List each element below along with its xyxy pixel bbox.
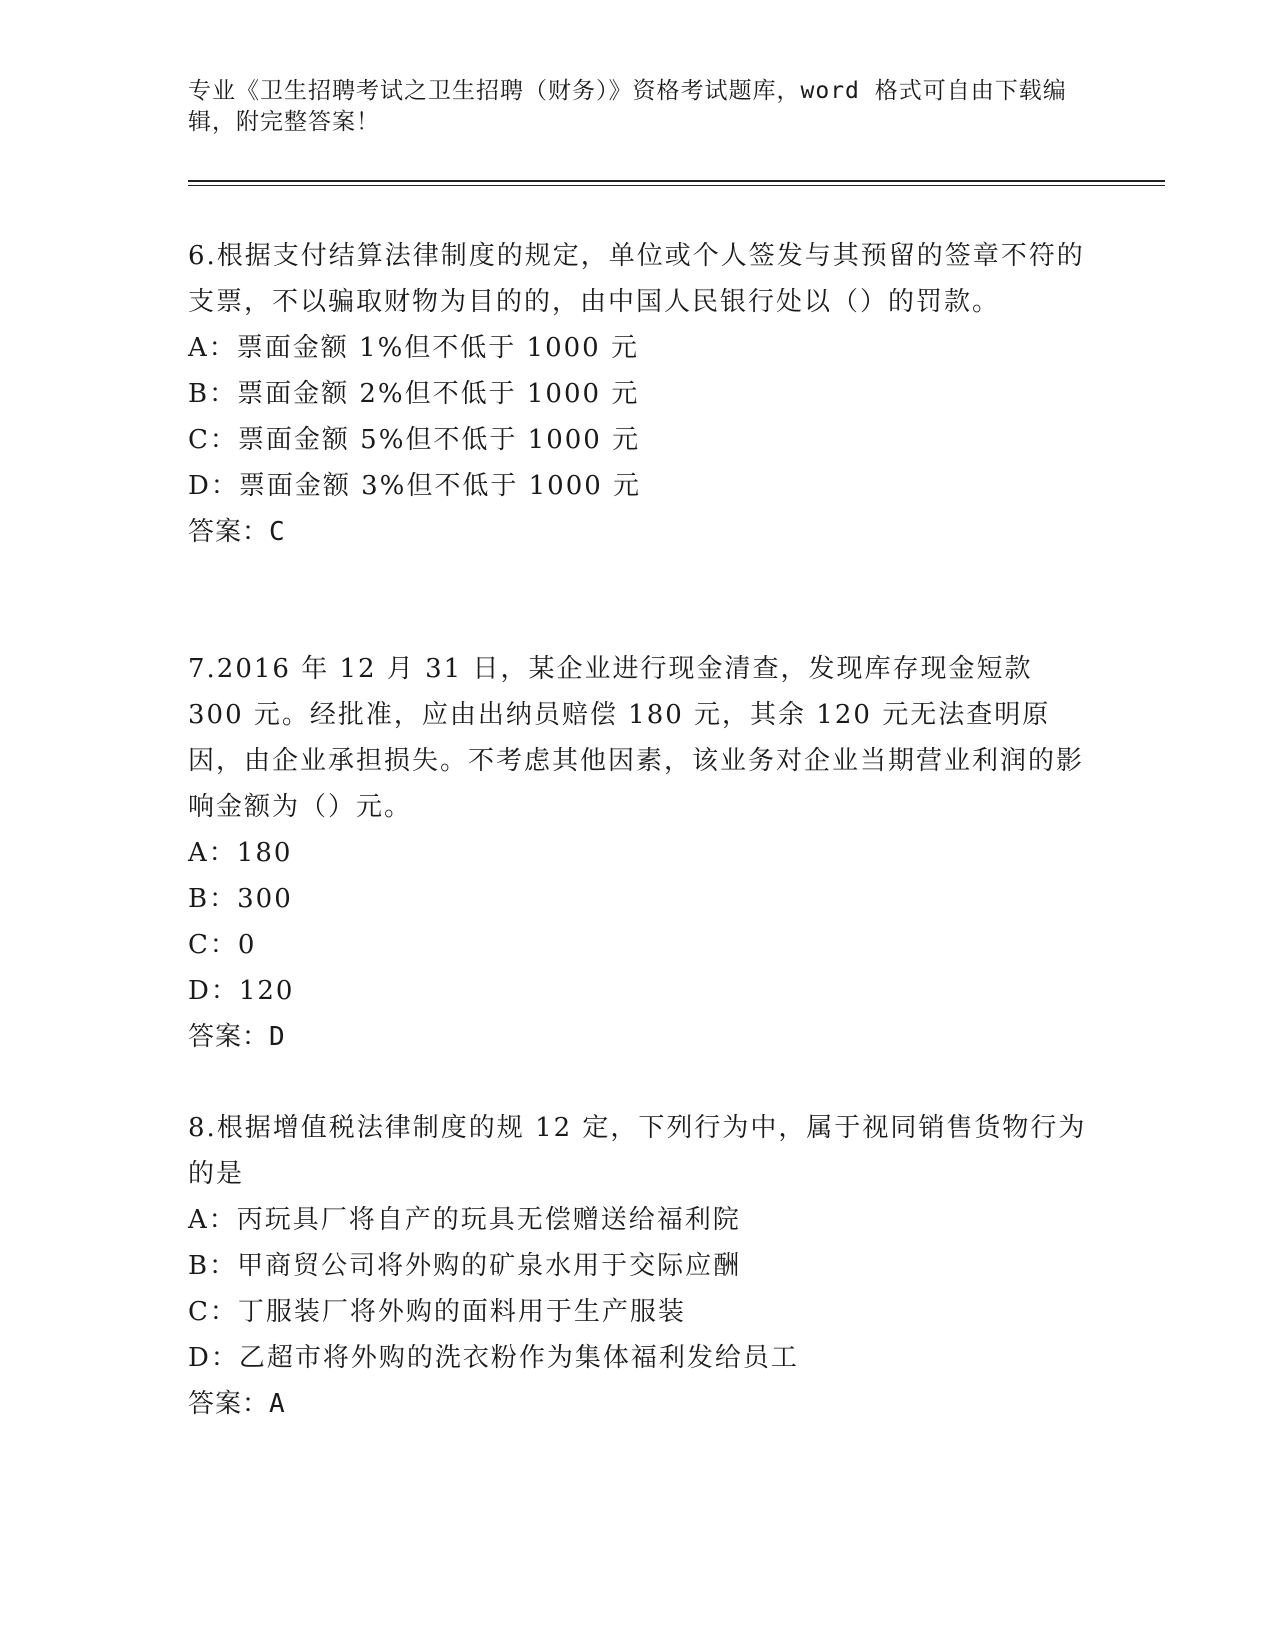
option-a: A：丙玩具厂将自产的玩具无偿赠送给福利院 bbox=[188, 1205, 741, 1235]
answer-label: 答案：D bbox=[188, 1022, 286, 1052]
document-header: 专业《卫生招聘考试之卫生招聘（财务）》资格考试题库，word 格式可自由下载编辑，附完整答案！ bbox=[188, 78, 1067, 135]
answer-label: 答案：A bbox=[188, 1389, 286, 1419]
question-6 bbox=[188, 233, 1088, 555]
option-b: B：票面金额 2%但不低于 1000 元 bbox=[188, 379, 640, 409]
question-stem: 7.2016 年 12 月 31 日，某企业进行现金清查，发现库存现金短款 300 元。经批准，应由出纳员赔偿 180 元，其余 120 元无法查明原因，由企业承担损失。不考虑其他因素，该业务对企业当期营业利润的影响金额为（）元。 bbox=[188, 654, 1085, 822]
option-a: A：票面金额 1%但不低于 1000 元 bbox=[188, 333, 639, 363]
option-d: D：乙超市将外购的洗衣粉作为集体福利发给员工 bbox=[188, 1343, 799, 1373]
option-a: A：180 bbox=[188, 838, 293, 868]
question-stem: 8.根据增值税法律制度的规 12 定，下列行为中，属于视同销售货物行为的是 bbox=[188, 1113, 1087, 1189]
option-b: B：300 bbox=[188, 884, 293, 914]
option-d: D：票面金额 3%但不低于 1000 元 bbox=[188, 471, 642, 501]
option-c: C：票面金额 5%但不低于 1000 元 bbox=[188, 425, 641, 455]
header-divider-thin bbox=[188, 185, 1165, 186]
answer-label: 答案：C bbox=[188, 517, 286, 547]
option-c: C：丁服装厂将外购的面料用于生产服装 bbox=[188, 1297, 686, 1327]
option-d: D：120 bbox=[188, 976, 295, 1006]
header-divider bbox=[188, 180, 1165, 182]
option-b: B：甲商贸公司将外购的矿泉水用于交际应酬 bbox=[188, 1251, 742, 1281]
question-8 bbox=[188, 1105, 1088, 1427]
option-c: C：0 bbox=[188, 930, 257, 960]
question-7 bbox=[188, 646, 1088, 1060]
question-stem: 6.根据支付结算法律制度的规定，单位或个人签发与其预留的签章不符的支票，不以骗取财物为目的的，由中国人民银行处以（）的罚款。 bbox=[188, 241, 1085, 317]
